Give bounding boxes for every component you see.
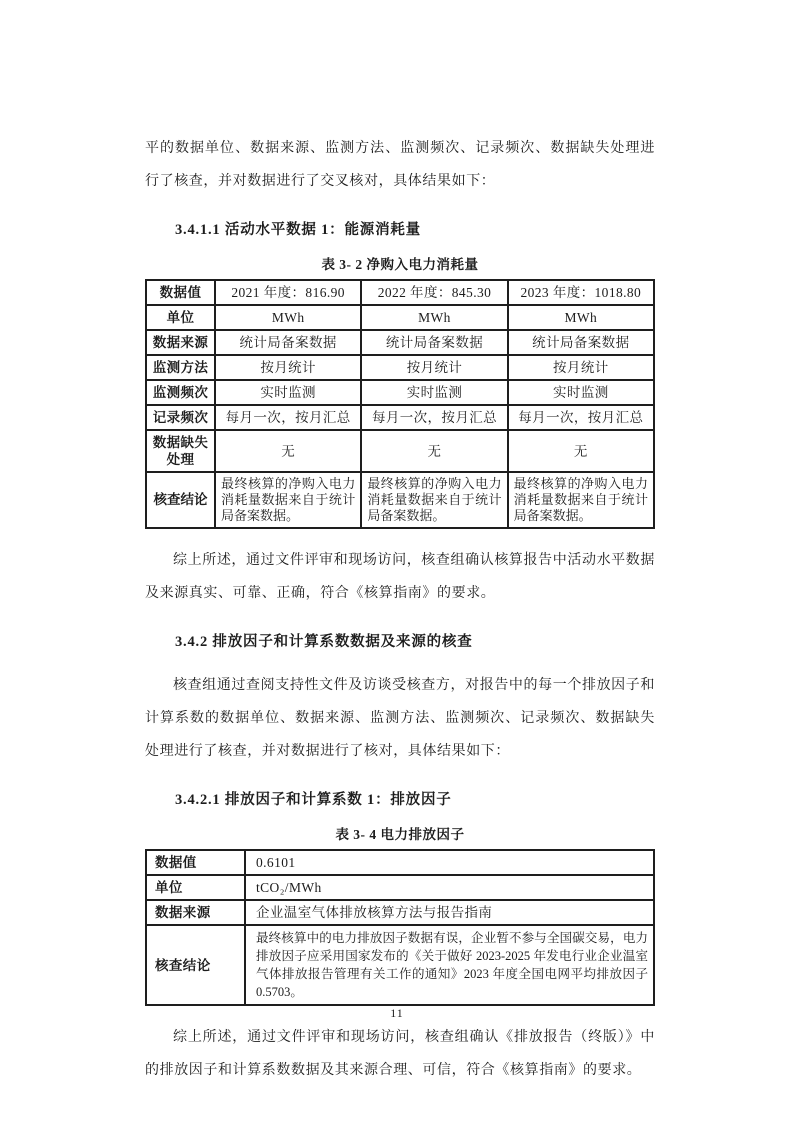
table-row-data-source: [146, 900, 654, 925]
cell: MWh: [215, 305, 361, 330]
row-label: 数据值: [146, 280, 215, 305]
table-row-unit: [146, 305, 654, 330]
table-row-data-value: [146, 850, 654, 875]
table-row-record-frequency: [146, 405, 654, 430]
table-row-unit: [146, 875, 654, 900]
section-342-heading: 3.4.2 排放因子和计算系数数据及来源的核查: [175, 634, 473, 650]
cell: 最终核算的净购入电力消耗量数据来自于统计局备案数据。: [508, 472, 654, 528]
cell: 按月统计: [215, 355, 361, 380]
row-label: 数据来源: [146, 330, 215, 355]
section-341-conclusion: 综上所述，通过文件评审和现场访问，核查组确认核算报告中活动水平数据及来源真实、可靠、正确，符合《核算指南》的要求。: [145, 553, 655, 601]
cell: 每月一次，按月汇总: [361, 405, 507, 430]
cell: 按月统计: [508, 355, 654, 380]
table-3-2: [145, 279, 655, 529]
row-label: 单位: [146, 305, 215, 330]
cell: 最终核算中的电力排放因子数据有误，企业暂不参与全国碳交易，电力排放因子应采用国家发布的《关于做好 2023-2025 年发电行业企业温室气体排放报告管理有关工作的通知》2023 年度全国电网平均排放因子 0.5703。: [245, 925, 654, 1005]
cell: 统计局备案数据: [215, 330, 361, 355]
table-row-monitor-method: [146, 355, 654, 380]
section-3421-heading: 3.4.2.1 排放因子和计算系数 1：排放因子: [175, 792, 452, 808]
cell: MWh: [361, 305, 507, 330]
table-row-data-value: [146, 280, 654, 305]
cell: 最终核算的净购入电力消耗量数据来自于统计局备案数据。: [215, 472, 361, 528]
row-label: 核查结论: [146, 472, 215, 528]
row-label: 数据来源: [146, 900, 245, 925]
table-row-verification-conclusion: [146, 925, 654, 1005]
row-label: 记录频次: [146, 405, 215, 430]
section-342-body: 核查组通过查阅支持性文件及访谈受核查方，对报告中的每一个排放因子和计算系数的数据单位、数据来源、监测方法、监测频次、记录频次、数据缺失处理进行了核查，并对数据进行了核对，具体结果如下：: [145, 678, 655, 759]
table-3-4-title: 表 3- 4 电力排放因子: [335, 827, 465, 842]
cell: 统计局备案数据: [508, 330, 654, 355]
page-number: 11: [390, 1006, 404, 1020]
row-label: 单位: [146, 875, 245, 900]
cell: 按月统计: [361, 355, 507, 380]
cell: tCO₂/MWh: [245, 875, 654, 900]
cell: 统计局备案数据: [361, 330, 507, 355]
table-3-4: [145, 849, 655, 1006]
intro-paragraph: 平的数据单位、数据来源、监测方法、监测频次、记录频次、数据缺失处理进行了核查，并对数据进行了交叉核对，具体结果如下：: [145, 141, 655, 189]
cell: 每月一次，按月汇总: [508, 405, 654, 430]
cell: 实时监测: [508, 380, 654, 405]
cell: 实时监测: [215, 380, 361, 405]
cell-2021: 2021 年度：816.90: [215, 280, 361, 305]
table-row-data-source: [146, 330, 654, 355]
section-342-conclusion: 综上所述，通过文件评审和现场访问，核查组确认《排放报告（终版）》中的排放因子和计算系数数据及其来源合理、可信，符合《核算指南》的要求。: [145, 1030, 655, 1078]
cell-2022: 2022 年度：845.30: [361, 280, 507, 305]
cell: 无: [215, 430, 361, 472]
row-label: 数据缺失处理: [146, 430, 215, 472]
cell: 实时监测: [361, 380, 507, 405]
row-label: 监测频次: [146, 380, 215, 405]
cell: 无: [361, 430, 507, 472]
cell-2023: 2023 年度：1018.80: [508, 280, 654, 305]
cell: 0.6101: [245, 850, 654, 875]
cell: MWh: [508, 305, 654, 330]
table-row-monitor-frequency: [146, 380, 654, 405]
cell: 企业温室气体排放核算方法与报告指南: [245, 900, 654, 925]
table-3-2-title: 表 3- 2 净购入电力消耗量: [321, 257, 479, 272]
table-row-verification-conclusion: [146, 472, 654, 528]
section-3411-heading: 3.4.1.1 活动水平数据 1：能源消耗量: [175, 222, 421, 238]
table-row-missing-data: [146, 430, 654, 472]
cell: 最终核算的净购入电力消耗量数据来自于统计局备案数据。: [361, 472, 507, 528]
row-label: 核查结论: [146, 925, 245, 1005]
row-label: 监测方法: [146, 355, 215, 380]
cell: 每月一次，按月汇总: [215, 405, 361, 430]
row-label: 数据值: [146, 850, 245, 875]
cell: 无: [508, 430, 654, 472]
